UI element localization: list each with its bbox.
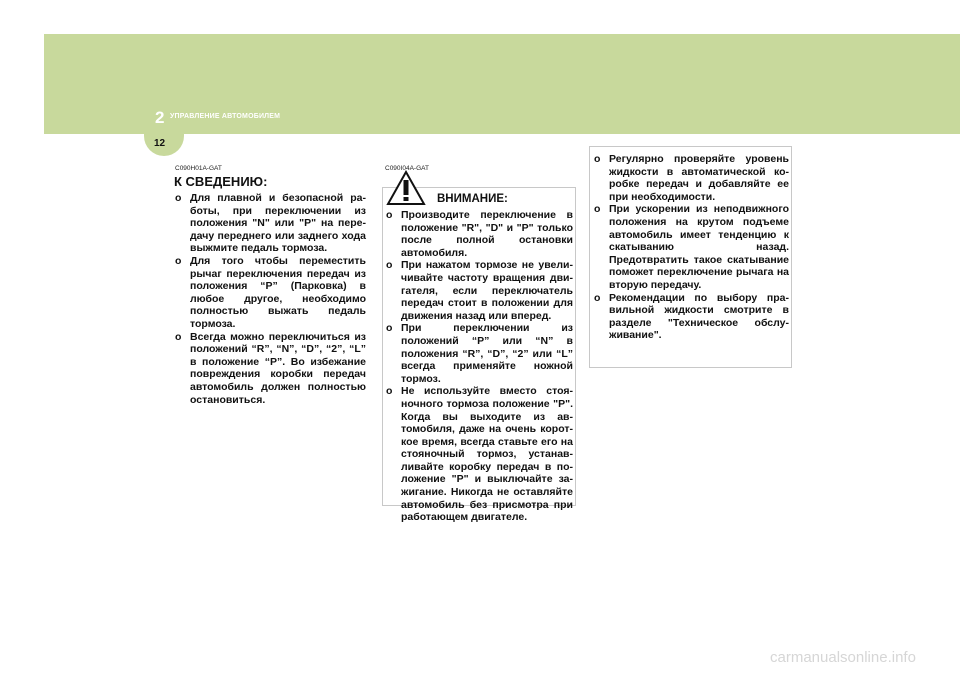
list-item: o При ускорении из неподвижного положения на крутом подъеме автомобиль имеет тенденцию к скатыванию назад. Предотвратить такое скатывание поможет переключение рычага на вторую передачу. (593, 203, 789, 291)
warning-code: C090I04A-GAT (385, 165, 429, 172)
page-number: 12 (154, 138, 166, 149)
right-column (593, 153, 789, 342)
list-item: o При переключении из положений “P” или “N” в положения “R”, “D”, “2” или “L” всегда применяйте ножной тормоз. (385, 322, 573, 385)
list-item: o Производите переключение в положение "R", "D" и "P" только после полной остановки автомобиля. (385, 209, 573, 259)
warning-title: ВНИМАНИЕ: (437, 193, 508, 205)
section-title: К СВЕДЕНИЮ: (174, 174, 268, 189)
left-column (174, 174, 366, 406)
list-item: o Всегда можно переключиться из положений “R”, “N”, “D”, “2”, “L” в положение “P”. Во избежание повреждения коробки передач автомобиль должен полностью остановиться. (174, 331, 366, 407)
list-item: o Не используйте вместо стоя-ночного тормоза положение "P". Когда вы выходите из ав-томобиля, даже на очень корот-кое время, всегда ставьте его на стояночный тормоз, устанав-ливайте коробку передач в по-ложение "P" и выключайте за-жигание. Никогда не оставляйте автомобиль без присмотра при работающем двигателе. (385, 385, 573, 524)
chapter-title: УПРАВЛЕНИЕ АВТОМОБИЛЕМ (170, 113, 281, 120)
exclamation-triangle-icon (386, 170, 426, 206)
list-item: o Рекомендации по выбору пра-вильной жидкости смотрите в разделе "Техническое обслу-живание". (593, 292, 789, 342)
list-item: o При нажатом тормозе не увели-чивайте частоту вращения дви-гателя, если переключатель передач стоит в положении для движения назад или вперед. (385, 259, 573, 322)
chapter-number: 2 (155, 108, 165, 127)
list-item: o Регулярно проверяйте уровень жидкости в автоматической ко-робке передач и добавляйте ее при необходимости. (593, 153, 789, 203)
watermark: carmanualsonline.info (770, 649, 916, 666)
warning-list (385, 209, 573, 524)
list-item: o Для плавной и безопасной ра-боты, при переключении из положения "N" или "P" на пере-дачу переднего или заднего хода выжмите педаль тормоза. (174, 192, 366, 255)
list-item: o Для того чтобы переместить рычаг переключения передач из положения “P” (Парковка) в любое другое, необходимо полностью выжать педаль тормоза. (174, 255, 366, 331)
section-code: C090H01A-GAT (175, 165, 222, 172)
